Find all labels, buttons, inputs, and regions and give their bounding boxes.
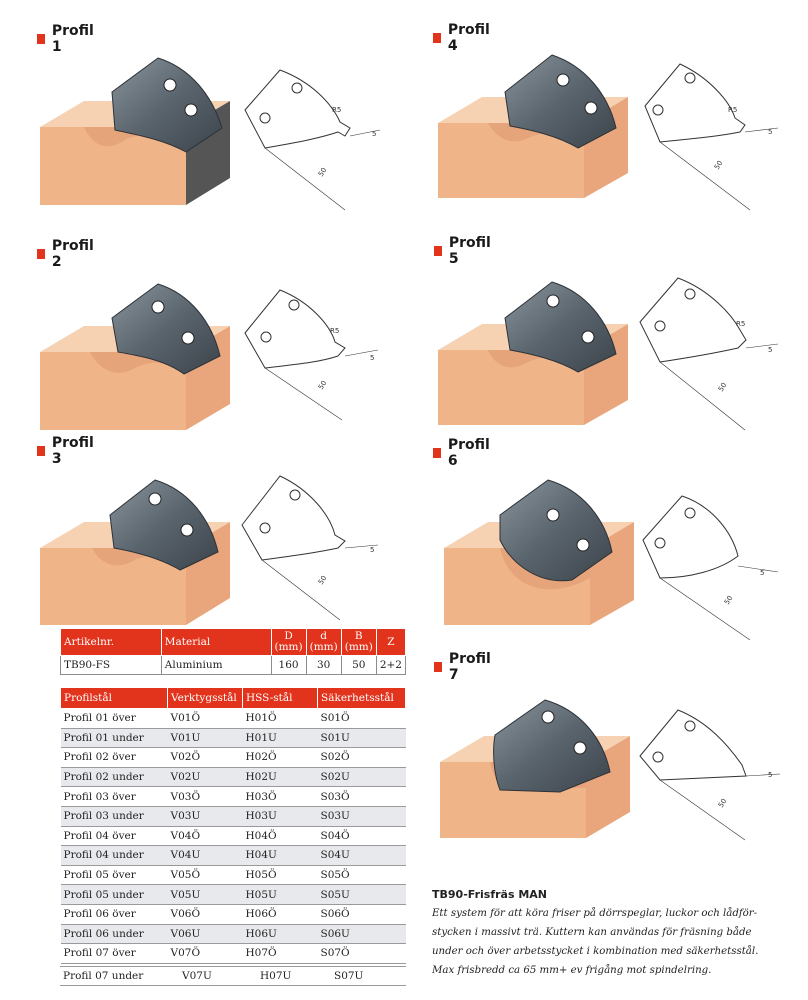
profile-2-title: Profil 2 <box>37 238 96 270</box>
spec-cell: 30 <box>306 656 341 675</box>
steel-cell: S04U <box>318 846 406 866</box>
steel-cell: S07U <box>334 970 364 982</box>
steel-cell: H02U <box>243 767 318 787</box>
steel-cell: Profil 07 under <box>63 970 144 982</box>
spec-header: d (mm) <box>306 629 341 656</box>
description-text <box>432 904 782 980</box>
profile-7-title: Profil 7 <box>434 651 493 683</box>
steel-cell: H03U <box>243 806 318 826</box>
steel-cell: Profil 05 under <box>61 885 168 905</box>
dim-label-r: R5 <box>736 320 746 328</box>
dim-label-r: R5 <box>728 106 738 114</box>
steel-cell: Profil 01 under <box>61 728 168 748</box>
steel-cell: S02U <box>318 767 406 787</box>
profile-3-title: Profil 3 <box>37 435 96 467</box>
table-row <box>61 709 406 729</box>
dim-label-step: 5 <box>760 569 765 577</box>
steel-cell: H03Ö <box>243 787 318 807</box>
spec-table <box>60 628 406 675</box>
steel-header: Verktygsstål <box>168 688 243 709</box>
spec-cell: 2+2 <box>376 656 405 675</box>
steel-cell: H02Ö <box>243 748 318 768</box>
dim-label-length: 50 <box>716 381 729 394</box>
steel-cell: V07U <box>182 970 212 982</box>
steel-cell: S01U <box>318 728 406 748</box>
table-row <box>61 924 406 944</box>
table-row <box>61 865 406 885</box>
table-row <box>61 885 406 905</box>
steel-cell: Profil 06 under <box>61 924 168 944</box>
spec-header: Artikelnr. <box>61 629 162 656</box>
description-line: Ett system för att köra friser på dörrspeglar, luckor och lådför- <box>432 908 758 919</box>
steel-cell: Profil 04 över <box>61 826 168 846</box>
steel-cell: Profil 02 under <box>61 767 168 787</box>
spec-header: D (mm) <box>271 629 306 656</box>
steel-cell: H07Ö <box>243 944 318 964</box>
steel-cell: S07Ö <box>318 944 406 964</box>
drawing-4 <box>645 64 745 142</box>
dim-label-step: 5 <box>768 771 773 779</box>
steel-cell: H06Ö <box>243 904 318 924</box>
dim-label-length: 50 <box>722 594 735 607</box>
description-line: Max frisbredd ca 65 mm+ ev frigång mot spindelring. <box>432 965 712 976</box>
steel-cell: H01U <box>243 728 318 748</box>
steel-cell: V01Ö <box>168 709 243 729</box>
dim-label-r: R5 <box>332 106 342 114</box>
dim-label-step: 5 <box>370 354 375 362</box>
profile-5-title: Profil 5 <box>434 235 493 267</box>
product-description <box>432 888 782 980</box>
table-row <box>61 748 406 768</box>
table-row <box>61 806 406 826</box>
steel-cell: H04U <box>243 846 318 866</box>
steel-cell: S06U <box>318 924 406 944</box>
spec-header: Z <box>376 629 405 656</box>
steel-cell: H07U <box>260 970 292 982</box>
drawing-7 <box>640 710 746 780</box>
steel-cell: S06Ö <box>318 904 406 924</box>
dim-label-step: 5 <box>768 128 773 136</box>
steel-cell: V06U <box>168 924 243 944</box>
steel-header: Säkerhetsstål <box>318 688 406 709</box>
steel-cell: S03U <box>318 806 406 826</box>
spec-cell: TB90-FS <box>61 656 162 675</box>
steel-cell: Profil 04 under <box>61 846 168 866</box>
steel-header: Profilstål <box>61 688 168 709</box>
spec-cell: 160 <box>271 656 306 675</box>
table-row <box>61 944 406 964</box>
profile-6-title: Profil 6 <box>433 437 492 469</box>
steel-cell: V02Ö <box>168 748 243 768</box>
table-row <box>61 728 406 748</box>
steel-cell: S02Ö <box>318 748 406 768</box>
steel-cell: Profil 03 över <box>61 787 168 807</box>
table-row <box>61 846 406 866</box>
dim-label-length: 50 <box>316 379 329 392</box>
steel-cell: H05U <box>243 885 318 905</box>
table-row <box>61 826 406 846</box>
steel-cell: V04U <box>168 846 243 866</box>
steel-cell: V05Ö <box>168 865 243 885</box>
dim-label-step: 5 <box>372 130 377 138</box>
steel-cell: V05U <box>168 885 243 905</box>
spec-header: B (mm) <box>341 629 376 656</box>
steel-cell: V06Ö <box>168 904 243 924</box>
description-title: TB90-Frisfräs MAN <box>432 888 547 901</box>
steel-cell: V07Ö <box>168 944 243 964</box>
steel-cell: Profil 02 över <box>61 748 168 768</box>
profile-1-title: Profil 1 <box>37 23 96 55</box>
dim-label-length: 50 <box>316 574 329 587</box>
steel-cell: S05U <box>318 885 406 905</box>
table-row <box>61 767 406 787</box>
steel-cell: V02U <box>168 767 243 787</box>
steel-cell: S01Ö <box>318 709 406 729</box>
dim-label-length: 50 <box>716 797 729 810</box>
dim-label-step: 5 <box>768 346 773 354</box>
steel-cell: S03Ö <box>318 787 406 807</box>
spec-cell: Aluminium <box>161 656 271 675</box>
profile-4-title: Profil 4 <box>433 22 492 54</box>
steel-cell: Profil 01 över <box>61 709 168 729</box>
steel-cell: H05Ö <box>243 865 318 885</box>
steel-cell: Profil 03 under <box>61 806 168 826</box>
steel-cell: V04Ö <box>168 826 243 846</box>
description-line: under och över arbetsstycket i kombination med säkerhetsstål. <box>432 946 759 957</box>
steel-cell: V01U <box>168 728 243 748</box>
steel-cell: H01Ö <box>243 709 318 729</box>
steel-cell: H04Ö <box>243 826 318 846</box>
description-line: stycken i massivt trä. Kuttern kan användas för fräsning både <box>432 927 752 938</box>
dim-label-step: 5 <box>370 546 375 554</box>
steel-table-last-row <box>60 966 406 986</box>
drawing-3 <box>242 476 345 560</box>
dim-label-length: 50 <box>712 159 725 172</box>
steel-cell: Profil 05 över <box>61 865 168 885</box>
dim-label-r: R5 <box>330 327 340 335</box>
table-row <box>61 787 406 807</box>
steel-cell: V03Ö <box>168 787 243 807</box>
steel-cell: S05Ö <box>318 865 406 885</box>
table-row <box>61 904 406 924</box>
steel-cell: Profil 07 över <box>61 944 168 964</box>
dim-label-length: 50 <box>316 166 329 179</box>
spec-header: Material <box>161 629 271 656</box>
steel-cell: H06U <box>243 924 318 944</box>
steel-cell: S04Ö <box>318 826 406 846</box>
steel-cell: V03U <box>168 806 243 826</box>
spec-cell: 50 <box>341 656 376 675</box>
steel-table <box>60 687 406 964</box>
steel-cell: Profil 06 över <box>61 904 168 924</box>
steel-header: HSS-stål <box>243 688 318 709</box>
